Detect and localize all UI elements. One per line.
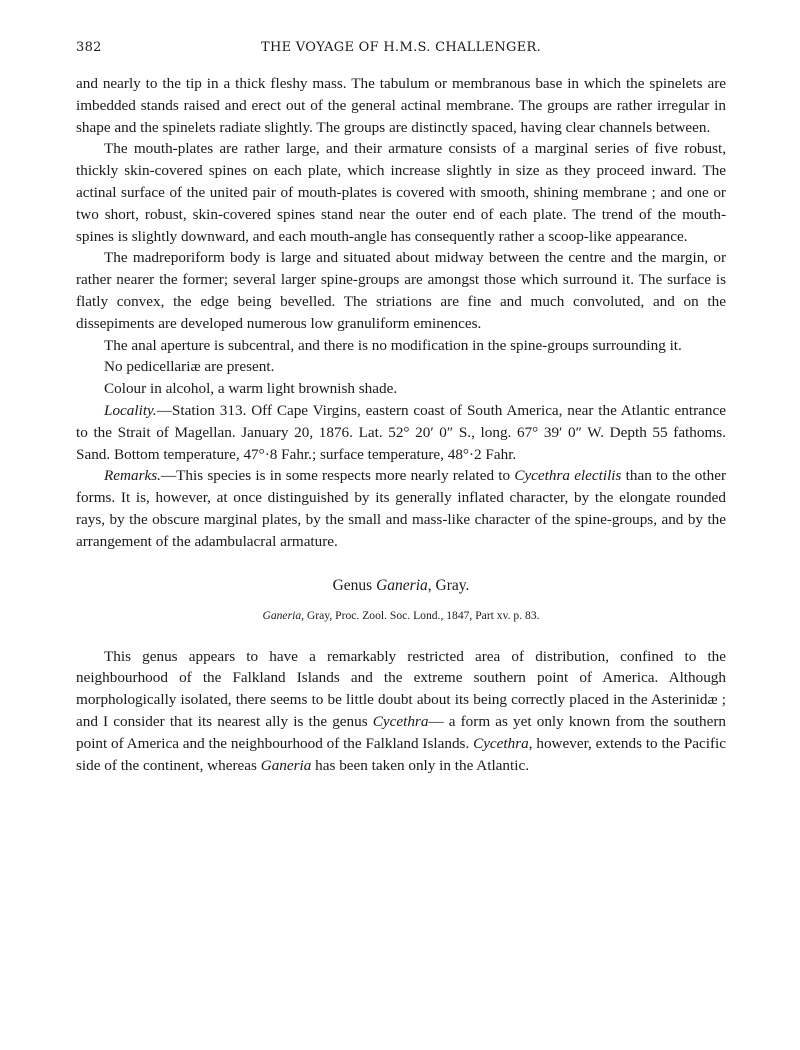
paragraph: No pedicellariæ are present.: [104, 358, 275, 376]
paragraph: [76, 646, 726, 777]
paragraph: Colour in alcohol, a warm light brownish shade.: [104, 380, 398, 398]
genus-name-inline: Cycethra: [473, 734, 529, 752]
page-number: 382: [76, 40, 102, 55]
text-run: This genus appears to have a remarkably restricted area of distribution, confined to the neighbourhood of the Falkland Islands and the extreme southern point of America. Although morphologically isolated, there seems to be little doubt about its being correctly placed in the Asterinidæ ; and I consider that its nearest ally is the genus: [76, 647, 726, 730]
locality-label: Locality.: [104, 401, 157, 419]
text-run: — a form as yet only known from the southern point of America and the neighbourhood of the Falkland Islands.: [76, 712, 726, 752]
running-title: THE VOYAGE OF H.M.S. CHALLENGER.: [260, 40, 542, 55]
genus-heading: [76, 577, 726, 595]
species-name: Cycethra electilis: [514, 467, 622, 485]
reference-citation: , Gray, Proc. Zool. Soc. Lond., 1847, Part xv. p. 83.: [301, 608, 540, 622]
body-text: [76, 73, 726, 553]
text-run: has been taken only in the Atlantic.: [311, 756, 529, 774]
remarks-label: Remarks.: [104, 467, 161, 485]
paragraph: The madreporiform body is large and situated about midway between the centre and the margin, or rather nearer the former; several larger spine-groups are amongst those which surround it. The surface is flatly convex, the edge being bevelled. The striations are fine and much convoluted, and on the dissepiments are developed numerous low granuliform eminences.: [76, 249, 726, 332]
genus-reference: [76, 609, 726, 622]
genus-name: Ganeria: [376, 576, 428, 594]
reference-genus: Ganeria: [262, 608, 302, 622]
locality-text: —Station 313. Off Cape Virgins, eastern coast of South America, near the Atlantic entrance to the Strait of Magellan. January 20, 1876. Lat. 52° 20′ 0″ S., long. 67° 39′ 0″ W. Depth 55 fathoms. Sand. Bottom temperature, 47°·8 Fahr.; surface temperature, 48°·2 Fahr.: [76, 401, 726, 463]
genus-name-inline: Cycethra: [372, 712, 429, 730]
genus-description: [76, 646, 726, 777]
genus-prefix: Genus: [332, 576, 377, 594]
genus-name-inline: Ganeria: [260, 756, 312, 774]
paragraph: The mouth-plates are rather large, and their armature consists of a marginal series of five robust, thickly skin-covered spines on each plate, which increase slightly in size as they proceed inward. The actinal surface of the united pair of mouth-plates is covered with smooth, shining membrane ; and one or two short, robust, skin-covered spines stand near the outer end of each plate. The trend of the mouth-spines is slightly downward, and each mouth-angle has consequently rather a scoop-like appearance.: [76, 140, 726, 245]
page: [76, 40, 726, 776]
paragraph: The anal aperture is subcentral, and there is no modification in the spine-groups surrounding it.: [104, 336, 682, 354]
remarks-text-cont: than to the other forms. It is, however, at once distinguished by its generally inflated character, by the elongate rounded rays, by the obscure marginal plates, by the small and mass-like character of the spine-groups, and by the arrangement of the adambulacral armature.: [76, 467, 727, 550]
remarks-text: —This species is in some respects more nearly related to: [160, 467, 515, 485]
paragraph: and nearly to the tip in a thick fleshy mass. The tabulum or membranous base in which the spinelets are imbedded stands raised and erect out of the general actinal membrane. The groups are rather irregular in shape and the spinelets radiate slightly. The groups are distinctly spaced, having clear channels between.: [76, 75, 726, 136]
genus-suffix: , Gray.: [427, 576, 470, 594]
text-run: , however, extends to the Pacific side of the continent, whereas: [76, 734, 726, 774]
remarks-paragraph: [76, 465, 726, 552]
running-header: [76, 40, 726, 64]
locality-paragraph: [76, 400, 726, 465]
